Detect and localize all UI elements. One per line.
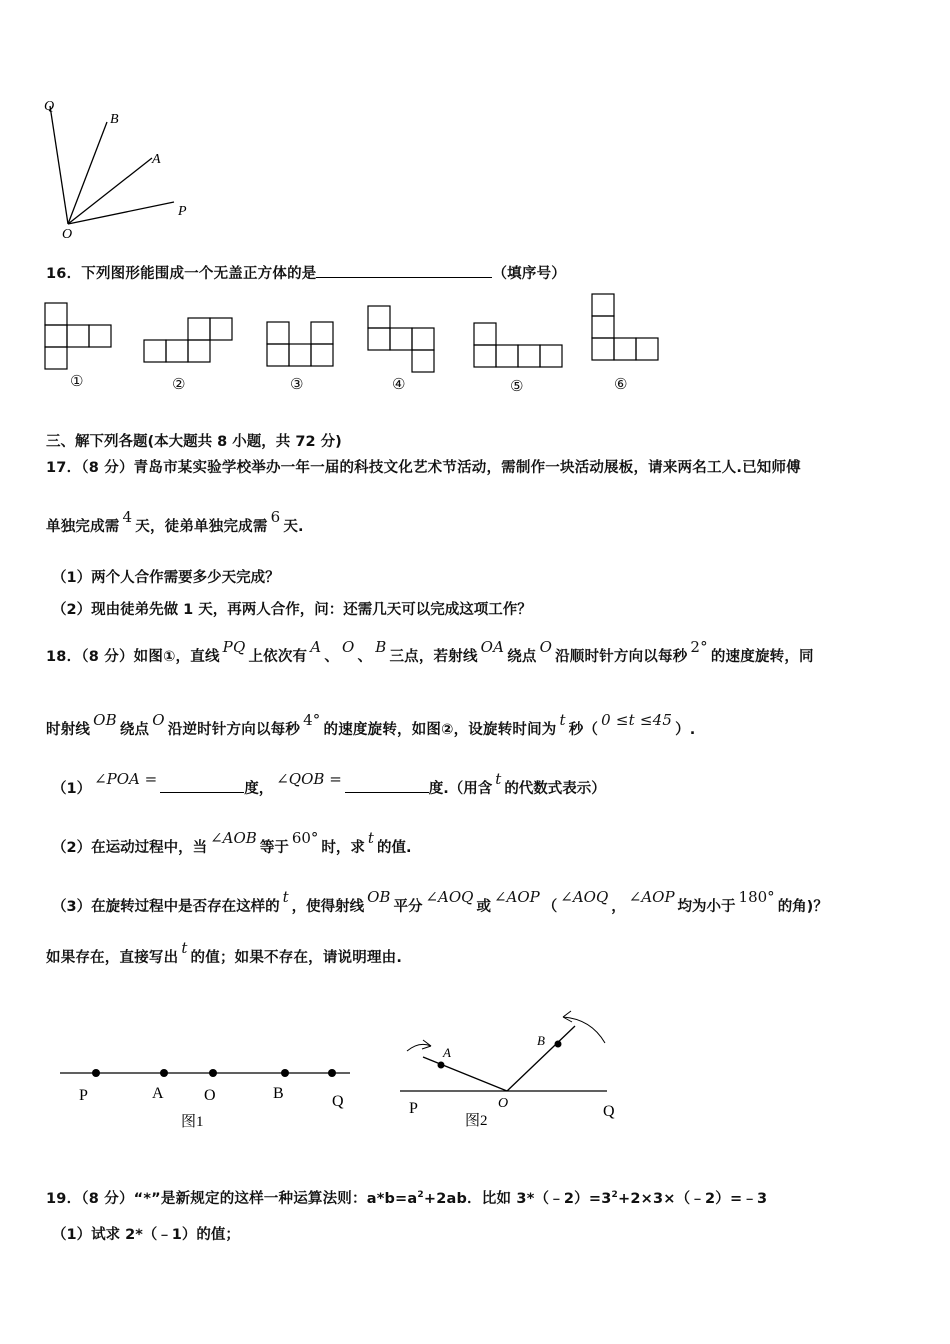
q17-sub1: （1）两个人合作需要多少天完成？ — [52, 570, 280, 586]
fig2-label-o: O — [498, 1096, 509, 1111]
fig2-label-b: B — [537, 1033, 545, 1048]
label-a: A — [152, 152, 161, 167]
option-4: ④ — [392, 375, 406, 393]
section-3-title: 三、解下列各题(本大题共 8 小题，共 72 分) — [46, 434, 342, 450]
poa-blank[interactable] — [160, 778, 244, 793]
q18-line4: 如果存在，直接写出t的值；如果不存在，请说明理由. — [46, 939, 403, 966]
q17-line2: 单独完成需4天，徒弟单独完成需6天. — [46, 508, 304, 535]
q16-answer-blank[interactable] — [316, 263, 492, 278]
q17-sub2: （2）现由徒弟先做 1 天，再两人合作，问：还需几天可以完成这项工作？ — [52, 602, 532, 618]
angle-figure — [40, 92, 210, 242]
net-2 — [144, 318, 232, 362]
qob-blank[interactable] — [345, 778, 429, 793]
label-o: O — [62, 227, 73, 242]
option-2: ② — [172, 375, 186, 393]
figure-2 — [395, 1005, 635, 1135]
fig1-caption: 图1 — [181, 1114, 204, 1130]
fig2-caption: 图2 — [465, 1113, 488, 1129]
point-b — [281, 1069, 289, 1077]
fig2-label-a: A — [443, 1045, 451, 1060]
q17-line1: 17．（8 分）青岛市某实验学校举办一年一届的科技文化艺术节活动，需制作一块活动展板，请来两名工人.已知师傅 — [46, 460, 801, 476]
option-1: ① — [70, 372, 84, 390]
fig1-label-b: B — [273, 1085, 284, 1102]
fig1-label-p: P — [79, 1087, 88, 1104]
q18-line2: 时射线OB绕点O沿逆时针方向以每秒4°的速度旋转，如图②，设旋转时间为t秒（0 ≤t ≤45）. — [46, 711, 696, 738]
label-p: P — [178, 204, 187, 219]
q19-line1: 19．（8 分）“*”是新规定的这样一种运算法则：$a*b=a^2+2ab$．比如 $3*(﹣2)=3^2+2\times 3\times(﹣2)=﹣3$ — [46, 1190, 768, 1207]
net-4 — [368, 306, 434, 372]
q16-stem: 16．下列图形能围成一个无盖正方体的是 （填序号） — [46, 262, 566, 283]
net-5 — [474, 323, 562, 367]
point-o — [209, 1069, 217, 1077]
q16-nets — [40, 290, 680, 380]
option-3: ③ — [290, 375, 304, 393]
option-6: ⑥ — [614, 375, 628, 393]
q19-sub1: （1）试求 2*（﹣1）的值； — [52, 1227, 240, 1243]
q18-sub2: （2）在运动过程中，当∠AOB等于60°时，求t的值. — [52, 829, 412, 856]
fig1-label-a: A — [152, 1085, 164, 1102]
q18-sub1: （1）∠POA =度，∠QOB =度.（用含t的代数式表示） — [52, 770, 606, 797]
q18-sub3: （3）在旋转过程中是否存在这样的t，使得射线OB平分∠AOQ或∠AOP（∠AOQ，∠AOP均为小于180°的角)？ — [52, 888, 828, 915]
point-a — [160, 1069, 168, 1077]
fig2-label-p: P — [409, 1100, 418, 1117]
label-q: Q — [44, 99, 55, 114]
q18-line1: 18．（8 分）如图①，直线PQ上依次有A、O、B三点，若射线OA绕点O沿顺时针方向以每秒2°的速度旋转，同 — [46, 638, 814, 665]
fig2-label-q: Q — [603, 1103, 615, 1120]
fig1-label-q: Q — [332, 1093, 344, 1110]
option-5: ⑤ — [510, 377, 524, 395]
net-1 — [45, 303, 111, 369]
point-q — [328, 1069, 336, 1077]
label-b: B — [110, 112, 119, 127]
net-6 — [592, 294, 658, 360]
figure-1 — [55, 1055, 365, 1135]
point-p — [92, 1069, 100, 1077]
fig1-label-o: O — [204, 1087, 216, 1104]
net-3 — [267, 322, 333, 366]
